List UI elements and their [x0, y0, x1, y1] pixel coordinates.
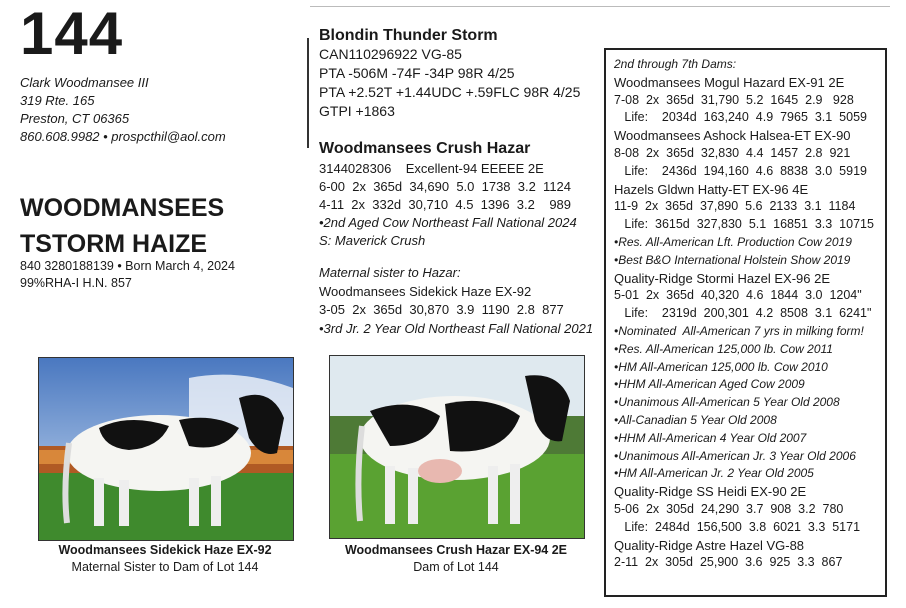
- consignor-city: Preston, CT 06365: [20, 111, 130, 126]
- dam-ancestor-award: •HM All-American 125,000 lb. Cow 2010: [614, 359, 828, 374]
- top-rule: [310, 6, 890, 7]
- dam-ancestor-award: •HM All-American Jr. 2 Year Old 2005: [614, 466, 814, 481]
- animal-id-line: 840 3280188139 • Born March 4, 2024: [20, 259, 235, 273]
- dam-ancestor-award: •HHM All-American 4 Year Old 2007: [614, 430, 807, 445]
- cow-photo-sister-image: [39, 358, 293, 540]
- dam-ancestor-name: Quality-Ridge SS Heidi EX-90 2E: [614, 484, 807, 500]
- sire-divider: [307, 38, 309, 148]
- dams-box-title: 2nd through 7th Dams:: [614, 57, 737, 71]
- cow-photo-sister: [38, 357, 294, 541]
- photo-caption-sister: [20, 542, 310, 576]
- dam-ancestor-record: Life: 3615d 327,830 5.1 16851 3.3 10715: [614, 217, 874, 232]
- dams-box: [604, 48, 887, 597]
- dam-ancestor-award: •Unanimous All-American 5 Year Old 2008: [614, 395, 840, 410]
- dam-ancestor-record: 8-08 2x 365d 32,830 4.4 1457 2.8 921: [614, 145, 851, 160]
- dam-line: 6-00 2x 365d 34,690 5.0 1738 3.2 1124: [319, 179, 572, 194]
- consignor-name: Clark Woodmansee III: [20, 75, 149, 90]
- consignor-address: [20, 74, 226, 146]
- maternal-sister-note: •3rd Jr. 2 Year Old Northeast Fall National 2021: [319, 320, 594, 336]
- dam-sire-note: S: Maverick Crush: [319, 233, 426, 248]
- cow-photo-dam-image: [330, 356, 584, 538]
- dam-ancestor-record: 11-9 2x 365d 37,890 5.6 2133 3.1 1184: [614, 199, 856, 214]
- photo-caption-title: Woodmansees Sidekick Haze EX-92: [58, 543, 272, 557]
- dam-line: 3144028306 Excellent-94 EEEEE 2E: [319, 161, 544, 176]
- sire-name: Blondin Thunder Storm: [319, 27, 498, 44]
- photo-caption-dam: [310, 542, 602, 576]
- dam-ancestor-award: •Res. All-American Lft. Production Cow 2019: [614, 234, 852, 249]
- dam-ancestor-name: Quality-Ridge Astre Hazel VG-88: [614, 537, 805, 553]
- animal-genetics-line: 99%RHA-I H.N. 857: [20, 276, 132, 290]
- dam-ancestor-name: Woodmansees Mogul Hazard EX-91 2E: [614, 74, 845, 90]
- dam-ancestor-name: Woodmansees Ashock Halsea-ET EX-90: [614, 128, 851, 144]
- dam-ancestor-record: 2-11 2x 305d 25,900 3.6 925 3.3 867: [614, 555, 843, 570]
- photo-caption-title: Woodmansees Crush Hazar EX-94 2E: [344, 543, 568, 557]
- animal-name-line1: WOODMANSEES: [20, 194, 225, 222]
- sire-line: PTA -506M -74F -34P 98R 4/25: [319, 65, 515, 81]
- maternal-sister-block: [319, 264, 593, 338]
- sire-line: GTPI +1863: [319, 103, 395, 119]
- dam-ancestor-award: •Unanimous All-American Jr. 3 Year Old 2006: [614, 448, 856, 463]
- dam-line: 4-11 2x 332d 30,710 4.5 1396 3.2 989: [319, 197, 572, 212]
- dam-ancestor-record: 5-06 2x 305d 24,290 3.7 908 3.2 780: [614, 501, 844, 516]
- dam-ancestor-record: 5-01 2x 365d 40,320 4.6 1844 3.0 1204": [614, 288, 862, 303]
- dam-note: •2nd Aged Cow Northeast Fall National 2024: [319, 215, 577, 230]
- consignor-contact: 860.608.9982 • prospcthil@aol.com: [20, 129, 226, 144]
- maternal-sister-intro: Maternal sister to Hazar:: [319, 265, 461, 280]
- lot-number: 144: [20, 0, 124, 67]
- photo-caption-sub: Dam of Lot 144: [413, 560, 499, 574]
- maternal-sister-record: 3-05 2x 365d 30,870 3.9 1190 2.8 877: [319, 302, 564, 317]
- animal-id-block: [20, 258, 235, 292]
- dams-box-lines: [614, 74, 885, 572]
- dam-ancestor-record: Life: 2484d 156,500 3.8 6021 3.3 5171: [614, 519, 861, 534]
- sire-line: PTA +2.52T +1.44UDC +.59FLC 98R 4/25: [319, 84, 581, 100]
- dam-ancestor-record: 7-08 2x 365d 31,790 5.2 1645 2.9 928: [614, 92, 854, 107]
- sire-block: [319, 26, 580, 121]
- animal-name: [20, 190, 224, 262]
- dam-ancestor-record: Life: 2034d 163,240 4.9 7965 3.1 5059: [614, 110, 867, 125]
- dam-ancestor-award: •Nominated All-American 7 yrs in milking form!: [614, 323, 864, 338]
- consignor-street: 319 Rte. 165: [20, 93, 95, 108]
- dam-ancestor-award: •All-Canadian 5 Year Old 2008: [614, 412, 777, 427]
- maternal-sister-name: Woodmansees Sidekick Haze EX-92: [319, 283, 532, 299]
- dam-ancestor-award: •Res. All-American 125,000 lb. Cow 2011: [614, 341, 833, 356]
- dam-ancestor-award: •Best B&O International Holstein Show 2019: [614, 252, 851, 267]
- sire-line: CAN110296922 VG-85: [319, 46, 462, 62]
- dam-ancestor-name: Quality-Ridge Stormi Hazel EX-96 2E: [614, 270, 831, 286]
- dam-ancestor-record: Life: 2436d 194,160 4.6 8838 3.0 5919: [614, 163, 867, 178]
- dam-ancestor-name: Hazels Gldwn Hatty-ET EX-96 4E: [614, 181, 809, 197]
- photo-caption-sub: Maternal Sister to Dam of Lot 144: [71, 560, 259, 574]
- cow-photo-dam: [329, 355, 585, 539]
- animal-name-line2: TSTORM HAIZE: [20, 230, 208, 258]
- dam-name: Woodmansees Crush Hazar: [319, 140, 531, 157]
- dam-ancestor-award: •HHM All-American Aged Cow 2009: [614, 377, 805, 392]
- dam-block: [319, 138, 577, 250]
- dam-ancestor-record: Life: 2319d 200,301 4.2 8508 3.1 6241": [614, 306, 872, 321]
